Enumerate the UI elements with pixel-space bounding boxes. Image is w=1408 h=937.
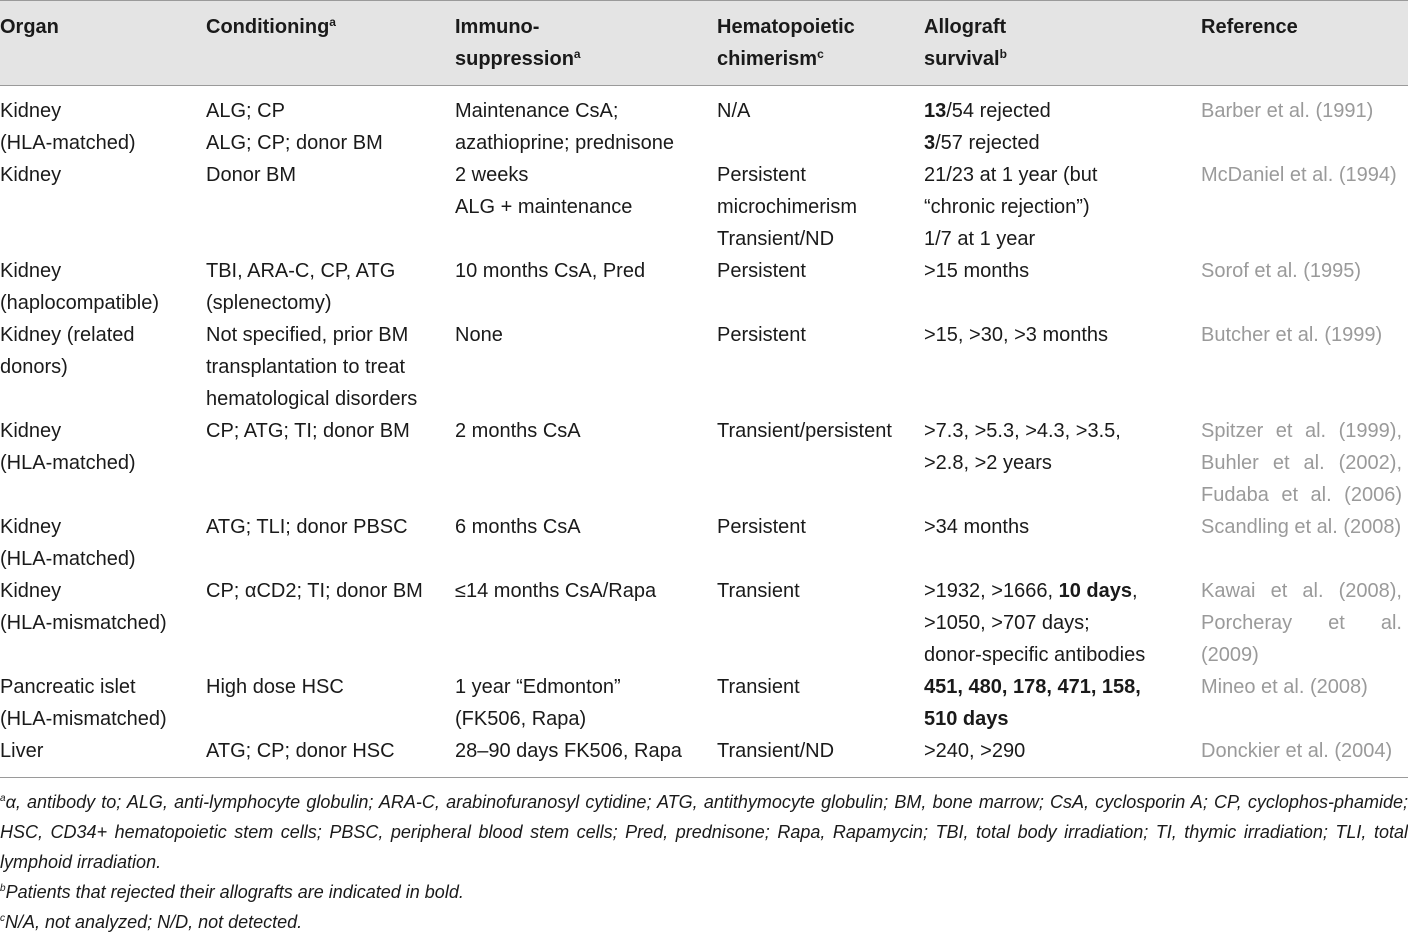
table-row	[0, 255, 1408, 319]
conditioning-line: Donor BM	[206, 164, 297, 186]
survival-text: >15, >30, >3 months	[924, 324, 1109, 346]
cell-chimerism	[717, 671, 924, 735]
immuno-line: (FK506, Rapa)	[455, 708, 587, 730]
cell-immunosuppression	[455, 86, 717, 160]
cell-reference	[1201, 511, 1408, 575]
chimerism-line: Persistent	[717, 324, 806, 346]
conditioning-line: ALG; CP; donor BM	[206, 132, 383, 154]
cell-chimerism	[717, 86, 924, 160]
cell-immunosuppression	[455, 735, 717, 778]
survival-text: >1050, >707 days;	[924, 612, 1090, 634]
survival-line	[924, 415, 1195, 447]
footnote-c-text: N/A, not analyzed; N/D, not detected.	[5, 912, 303, 932]
reference-line: Scandling et al. (2008)	[1201, 516, 1402, 538]
organ-line: Pancreatic islet	[0, 676, 136, 698]
cell-reference	[1201, 735, 1408, 778]
survival-text: /57 rejected	[935, 132, 1040, 154]
conditioning-line: ATG; CP; donor HSC	[206, 740, 395, 762]
organ-line: (HLA-mismatched)	[0, 708, 167, 730]
table-row	[0, 575, 1408, 671]
survival-line	[924, 703, 1195, 735]
header-conditioning-footnote-mark: a	[329, 15, 336, 29]
organ-line: (haplocompatible)	[0, 292, 159, 314]
reference-line: Donckier et al. (2004)	[1201, 740, 1393, 762]
survival-text: >2.8, >2 years	[924, 452, 1052, 474]
organ-line: (HLA-mismatched)	[0, 612, 167, 634]
cell-reference	[1201, 575, 1408, 671]
survival-line	[924, 127, 1195, 159]
chimerism-line: Transient/ND	[717, 228, 835, 250]
cell-survival	[924, 159, 1201, 255]
footnote-b-text: Patients that rejected their allografts are indicated in bold.	[5, 882, 464, 902]
conditioning-line: CP; αCD2; TI; donor BM	[206, 580, 423, 602]
organ-line: Kidney	[0, 516, 62, 538]
survival-line	[924, 639, 1195, 671]
cell-conditioning	[206, 319, 455, 415]
cell-organ	[0, 671, 206, 735]
cell-chimerism	[717, 735, 924, 778]
survival-line	[924, 671, 1195, 703]
table-row	[0, 735, 1408, 778]
cell-conditioning	[206, 415, 455, 511]
header-conditioning-label: Conditioning	[206, 16, 330, 38]
chimerism-line: Persistent	[717, 164, 806, 186]
cell-survival	[924, 671, 1201, 735]
immuno-line: Maintenance CsA;	[455, 100, 619, 122]
conditioning-line: CP; ATG; TI; donor BM	[206, 420, 410, 442]
cell-conditioning	[206, 159, 455, 255]
table-row	[0, 86, 1408, 160]
survival-line	[924, 319, 1195, 351]
survival-line	[924, 607, 1195, 639]
organ-line: (HLA-matched)	[0, 548, 136, 570]
conditioning-line: High dose HSC	[206, 676, 344, 698]
reference-line: Porcheray et al. (2009)	[1201, 612, 1402, 666]
footnote-a	[0, 787, 1408, 877]
survival-text: ,	[1131, 580, 1138, 602]
organ-line: Liver	[0, 740, 44, 762]
cell-reference	[1201, 415, 1408, 511]
survival-rejected-bold: 451, 480, 178, 471, 158,	[924, 676, 1141, 698]
cell-chimerism	[717, 415, 924, 511]
header-reference-label: Reference	[1201, 16, 1298, 38]
cell-immunosuppression	[455, 511, 717, 575]
header-conditioning	[206, 1, 455, 86]
cell-conditioning	[206, 575, 455, 671]
survival-line	[924, 191, 1195, 223]
survival-rejected-bold: 510 days	[924, 708, 1009, 730]
header-immuno-footnote-mark: a	[573, 47, 581, 61]
immuno-line: ≤14 months CsA/Rapa	[455, 580, 657, 602]
cell-immunosuppression	[455, 415, 717, 511]
cell-reference	[1201, 255, 1408, 319]
footnote-a-text: α, antibody to; ALG, anti-lymphocyte globulin; ARA-C, arabinofuranosyl cytidine; ATG, antithymocyte globulin; BM, bone marrow; CsA, cyclosporin A; CP, cyclophos-phamide; HSC, CD34+ hematopoietic stem cells; PBSC, peripheral blood stem cells; Pred, prednisone; Rapa, Rapamycin; TBI, total body irradiation; TI, thymic irradiation; TLI, total lymphoid irradiation.	[0, 792, 1408, 872]
header-hema-line1: Hematopoietic	[717, 16, 855, 38]
header-immuno-line1: Immuno-	[455, 16, 540, 38]
cell-chimerism	[717, 511, 924, 575]
header-allo-line1: Allograft	[924, 16, 1007, 38]
cell-organ	[0, 159, 206, 255]
survival-pre: >1932, >1666,	[924, 580, 1059, 602]
cell-conditioning	[206, 735, 455, 778]
cell-organ	[0, 575, 206, 671]
cell-survival	[924, 255, 1201, 319]
reference-line: Fudaba et al. (2006)	[1201, 484, 1402, 506]
footnote-b-mark: b	[0, 883, 6, 894]
cell-conditioning	[206, 255, 455, 319]
survival-text: /54 rejected	[946, 100, 1051, 122]
chimerism-line: Persistent	[717, 516, 806, 538]
organ-line: Kidney	[0, 100, 62, 122]
reference-line: Sorof et al. (1995)	[1201, 260, 1362, 282]
header-hema-footnote-mark: c	[817, 47, 824, 61]
immuno-line: 6 months CsA	[455, 516, 581, 538]
organ-line: (HLA-matched)	[0, 132, 136, 154]
table-body	[0, 86, 1408, 778]
header-survival	[924, 1, 1201, 86]
survival-text: 21/23 at 1 year (but	[924, 164, 1098, 186]
reference-line: Barber et al. (1991)	[1201, 100, 1374, 122]
reference-line: Kawai et al. (2008),	[1201, 580, 1402, 602]
chimerism-line: microchimerism	[717, 196, 857, 218]
immuno-line: ALG + maintenance	[455, 196, 633, 218]
conditioning-line: hematological disorders	[206, 388, 418, 410]
cell-organ	[0, 255, 206, 319]
cell-immunosuppression	[455, 671, 717, 735]
cell-reference	[1201, 159, 1408, 255]
survival-line	[924, 735, 1195, 767]
table-row	[0, 319, 1408, 415]
immuno-line: 2 weeks	[455, 164, 529, 186]
survival-line	[924, 159, 1195, 191]
survival-text: donor-specific antibodies	[924, 644, 1146, 666]
organ-line: Kidney (related	[0, 324, 135, 346]
conditioning-line: transplantation to treat	[206, 356, 406, 378]
organ-line: Kidney	[0, 164, 62, 186]
survival-text: >240, >290	[924, 740, 1026, 762]
reference-line: McDaniel et al. (1994)	[1201, 164, 1397, 186]
conditioning-line: ALG; CP	[206, 100, 285, 122]
cell-chimerism	[717, 575, 924, 671]
cell-conditioning	[206, 671, 455, 735]
survival-text: 1/7 at 1 year	[924, 228, 1036, 250]
conditioning-line: ATG; TLI; donor PBSC	[206, 516, 408, 538]
immuno-line: 10 months CsA, Pred	[455, 260, 646, 282]
reference-line: Butcher et al. (1999)	[1201, 324, 1383, 346]
chimerism-line: Transient	[717, 580, 800, 602]
header-immuno-line2: suppression	[455, 48, 574, 70]
chimerism-line: Transient/persistent	[717, 420, 892, 442]
cell-survival	[924, 511, 1201, 575]
cell-survival	[924, 86, 1201, 160]
cell-chimerism	[717, 159, 924, 255]
reference-line: Buhler et al. (2002),	[1201, 452, 1402, 474]
immuno-line: None	[455, 324, 503, 346]
table-row	[0, 511, 1408, 575]
table-row	[0, 671, 1408, 735]
chimerism-line: Transient/ND	[717, 740, 835, 762]
survival-line	[924, 223, 1195, 255]
header-reference	[1201, 1, 1408, 86]
header-hema-line2: chimerism	[717, 48, 818, 70]
footnote-a-mark: a	[0, 793, 6, 804]
immuno-line: 2 months CsA	[455, 420, 581, 442]
footnote-c	[0, 907, 1408, 937]
cell-conditioning	[206, 86, 455, 160]
survival-rejected-bold: 13	[924, 100, 947, 122]
header-allo-footnote-mark: b	[999, 47, 1007, 61]
cell-survival	[924, 735, 1201, 778]
survival-text: >34 months	[924, 516, 1030, 538]
cell-chimerism	[717, 255, 924, 319]
table-header	[0, 1, 1408, 86]
header-organ	[0, 1, 206, 86]
organ-line: donors)	[0, 356, 68, 378]
table-row	[0, 415, 1408, 511]
cell-survival	[924, 319, 1201, 415]
survival-text: “chronic rejection”)	[924, 196, 1090, 218]
cell-organ	[0, 319, 206, 415]
cell-immunosuppression	[455, 255, 717, 319]
immuno-line: azathioprine; prednisone	[455, 132, 675, 154]
reference-line: Spitzer et al. (1999),	[1201, 420, 1402, 442]
survival-rejected-bold: 3	[924, 132, 936, 154]
cell-organ	[0, 511, 206, 575]
conditioning-line: Not specified, prior BM	[206, 324, 409, 346]
chimerism-line: N/A	[717, 100, 751, 122]
survival-line	[924, 575, 1195, 607]
cell-organ	[0, 415, 206, 511]
cell-survival	[924, 415, 1201, 511]
chimerism-line: Persistent	[717, 260, 806, 282]
footnote-c-mark: c	[0, 913, 5, 924]
immuno-line: 1 year “Edmonton”	[455, 676, 621, 698]
organ-line: (HLA-matched)	[0, 452, 136, 474]
survival-line	[924, 255, 1195, 287]
header-allo-line2: survival	[924, 48, 1000, 70]
survival-line	[924, 511, 1195, 543]
header-chimerism	[717, 1, 924, 86]
conditioning-line: TBI, ARA-C, CP, ATG	[206, 260, 396, 282]
cell-conditioning	[206, 511, 455, 575]
cell-immunosuppression	[455, 575, 717, 671]
table-row	[0, 159, 1408, 255]
header-organ-label: Organ	[0, 16, 59, 38]
immuno-line: 28–90 days FK506, Rapa	[455, 740, 682, 762]
survival-line	[924, 447, 1195, 479]
footnotes	[0, 787, 1408, 937]
organ-line: Kidney	[0, 420, 62, 442]
reference-line: Mineo et al. (2008)	[1201, 676, 1368, 698]
header-immunosuppression	[455, 1, 717, 86]
conditioning-line: (splenectomy)	[206, 292, 332, 314]
cell-survival	[924, 575, 1201, 671]
survival-text: >7.3, >5.3, >4.3, >3.5,	[924, 420, 1121, 442]
cell-reference	[1201, 319, 1408, 415]
footnote-b	[0, 877, 1408, 907]
organ-line: Kidney	[0, 260, 62, 282]
cell-organ	[0, 86, 206, 160]
cell-chimerism	[717, 319, 924, 415]
cell-organ	[0, 735, 206, 778]
cell-reference	[1201, 671, 1408, 735]
cell-immunosuppression	[455, 319, 717, 415]
chimerism-line: Transient	[717, 676, 800, 698]
cell-immunosuppression	[455, 159, 717, 255]
survival-line	[924, 95, 1195, 127]
organ-line: Kidney	[0, 580, 62, 602]
survival-text: >15 months	[924, 260, 1030, 282]
cell-reference	[1201, 86, 1408, 160]
survival-rejected-bold: 10 days	[1058, 580, 1132, 602]
